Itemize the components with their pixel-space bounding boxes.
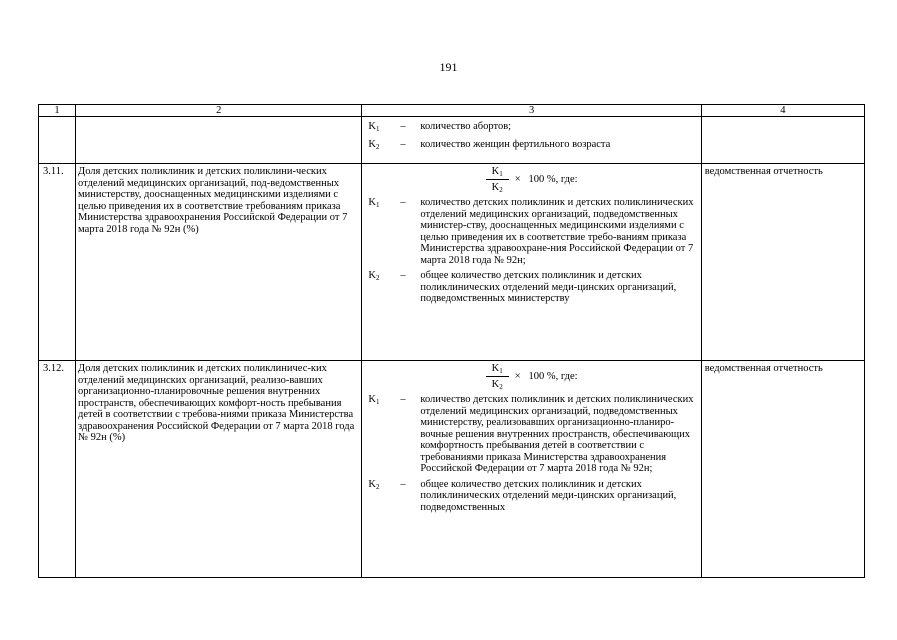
dash: – (400, 121, 406, 132)
indicators-table (38, 104, 865, 578)
k1-text: количество абортов; (420, 121, 512, 132)
cont-num-cell (39, 117, 76, 164)
row-number: 3.11. (39, 164, 76, 361)
cont-name-cell (76, 117, 362, 164)
table-row-continuation (39, 117, 865, 164)
formula-tail: × 100 %, где: (514, 370, 578, 382)
indicator-formula (362, 361, 701, 578)
legend-k1: $K_1$ – количество детских поликлиник и детских поликлинических отделений медицинских организаций, подведомственных министерству, реализовавших организационно-планиро-вочные решения внутренних пространств, обеспечивающих комфортность пребывания детей в соответствии с требованиями приказа Министерства здравоохранения Российской Федерации от 7 марта 2018 года № 92н; (368, 394, 694, 474)
table-header-row (39, 105, 865, 117)
k1-symbol: K (368, 197, 376, 208)
k1-symbol: K (368, 121, 376, 132)
header-col-2: 2 (76, 105, 362, 117)
dash: – (400, 138, 406, 150)
table-row-3-11 (39, 164, 865, 361)
header-col-3: 3 (362, 105, 701, 117)
header-col-4: 4 (701, 105, 864, 117)
k2-text: общее количество детских поликлиник и детских поликлинических отделений меди-цинских организаций, подведомственных (420, 478, 677, 513)
dash: – (400, 270, 406, 281)
legend-k2: $K_2$ – общее количество детских поликлиник и детских поликлинических отделений меди-цинских организаций, подведомственных (368, 479, 694, 514)
k2-symbol: K (368, 478, 376, 490)
k1-text: количество детских поликлиник и детских поликлинических отделений медицинских организаций, подведомственных министерству, реализовавших организационно-планиро-вочные решения внутренних пространств, обеспечивающих комфортность пребывания детей в соответствии с требованиями приказа Министерства здравоохранения Российской Федерации от 7 марта 2018 года № 92н; (420, 394, 694, 474)
k2-text: общее количество детских поликлиник и детских поликлинических отделений меди-цинских организаций, подведомственных министерству (420, 270, 677, 304)
row-number: 3.12. (39, 361, 76, 578)
cont-formula-cell (362, 117, 701, 164)
dash: – (400, 394, 406, 405)
fraction-formula: $\frac{K_1}{K_2}$ × 100 %, где: (368, 363, 694, 390)
legend-k1: $K_1$ – количество детских поликлиник и детских поликлинических отделений медицинских организаций, подведомственных министер-ству, дооснащенных медицинскими изделиями с целью приведения их в соответствие требо-ваниям приказа Министерства здравоохране-ния Российской Федерации от 7 марта 2018 года № 92н; (368, 197, 694, 266)
cont-source-cell (701, 117, 864, 164)
numerator: K (491, 363, 500, 374)
k2-symbol: K (368, 138, 376, 150)
indicator-formula (362, 164, 701, 361)
indicator-name: Доля детских поликлиник и детских поликлиничес-ких отделений медицинских организаций, реализо-вавших организационно-планировочные решения внутренних пространств, обеспечивающих комфорт-ность пребывания детей в соответствии с требова-ниями приказа Министерства здравоохранения Российской Федерации от 7 марта 2018 года № 92н (%) (76, 361, 362, 578)
k1-symbol: K (368, 394, 376, 405)
fraction-formula: $\frac{K_1}{K_2}$ × 100 %, где: (368, 166, 694, 193)
numerator: K (491, 166, 500, 177)
denominator: K (491, 181, 500, 193)
legend-k2: $K_2$ – общее количество детских поликлиник и детских поликлинических отделений меди-цинских организаций, подведомственных министерству (368, 270, 694, 305)
table-row-3-12 (39, 361, 865, 578)
legend-k2: $K_2$ – количество женщин фертильного возраста (368, 139, 694, 151)
k2-text: количество женщин фертильного возраста (420, 138, 611, 150)
formula-tail: × 100 %, где: (514, 173, 578, 185)
indicator-source: ведомственная отчетность (701, 361, 864, 578)
dash: – (400, 197, 406, 208)
indicator-name: Доля детских поликлиник и детских поликлини-ческих отделений медицинских организаций, под-ведомственных министерству, дооснащенных медицинскими изделиями с целью приведения их в соответствие требованиям приказа Министерства здравоохранения Российской Федерации от 7 марта 2018 года № 92н (%) (76, 164, 362, 361)
k1-text: количество детских поликлиник и детских поликлинических отделений медицинских организаций, подведомственных министер-ству, дооснащенных медицинскими изделиями с целью приведения их в соответствие требо-ваниям приказа Министерства здравоохране-ния Российской Федерации от 7 марта 2018 года № 92н; (420, 197, 694, 266)
k2-symbol: K (368, 270, 376, 281)
legend-k1: $K_1$ – количество абортов; (368, 121, 694, 133)
header-col-1: 1 (39, 105, 76, 117)
dash: – (400, 478, 406, 490)
page-number: 191 (439, 60, 458, 74)
indicator-source: ведомственная отчетность (701, 164, 864, 361)
denominator: K (491, 378, 500, 390)
